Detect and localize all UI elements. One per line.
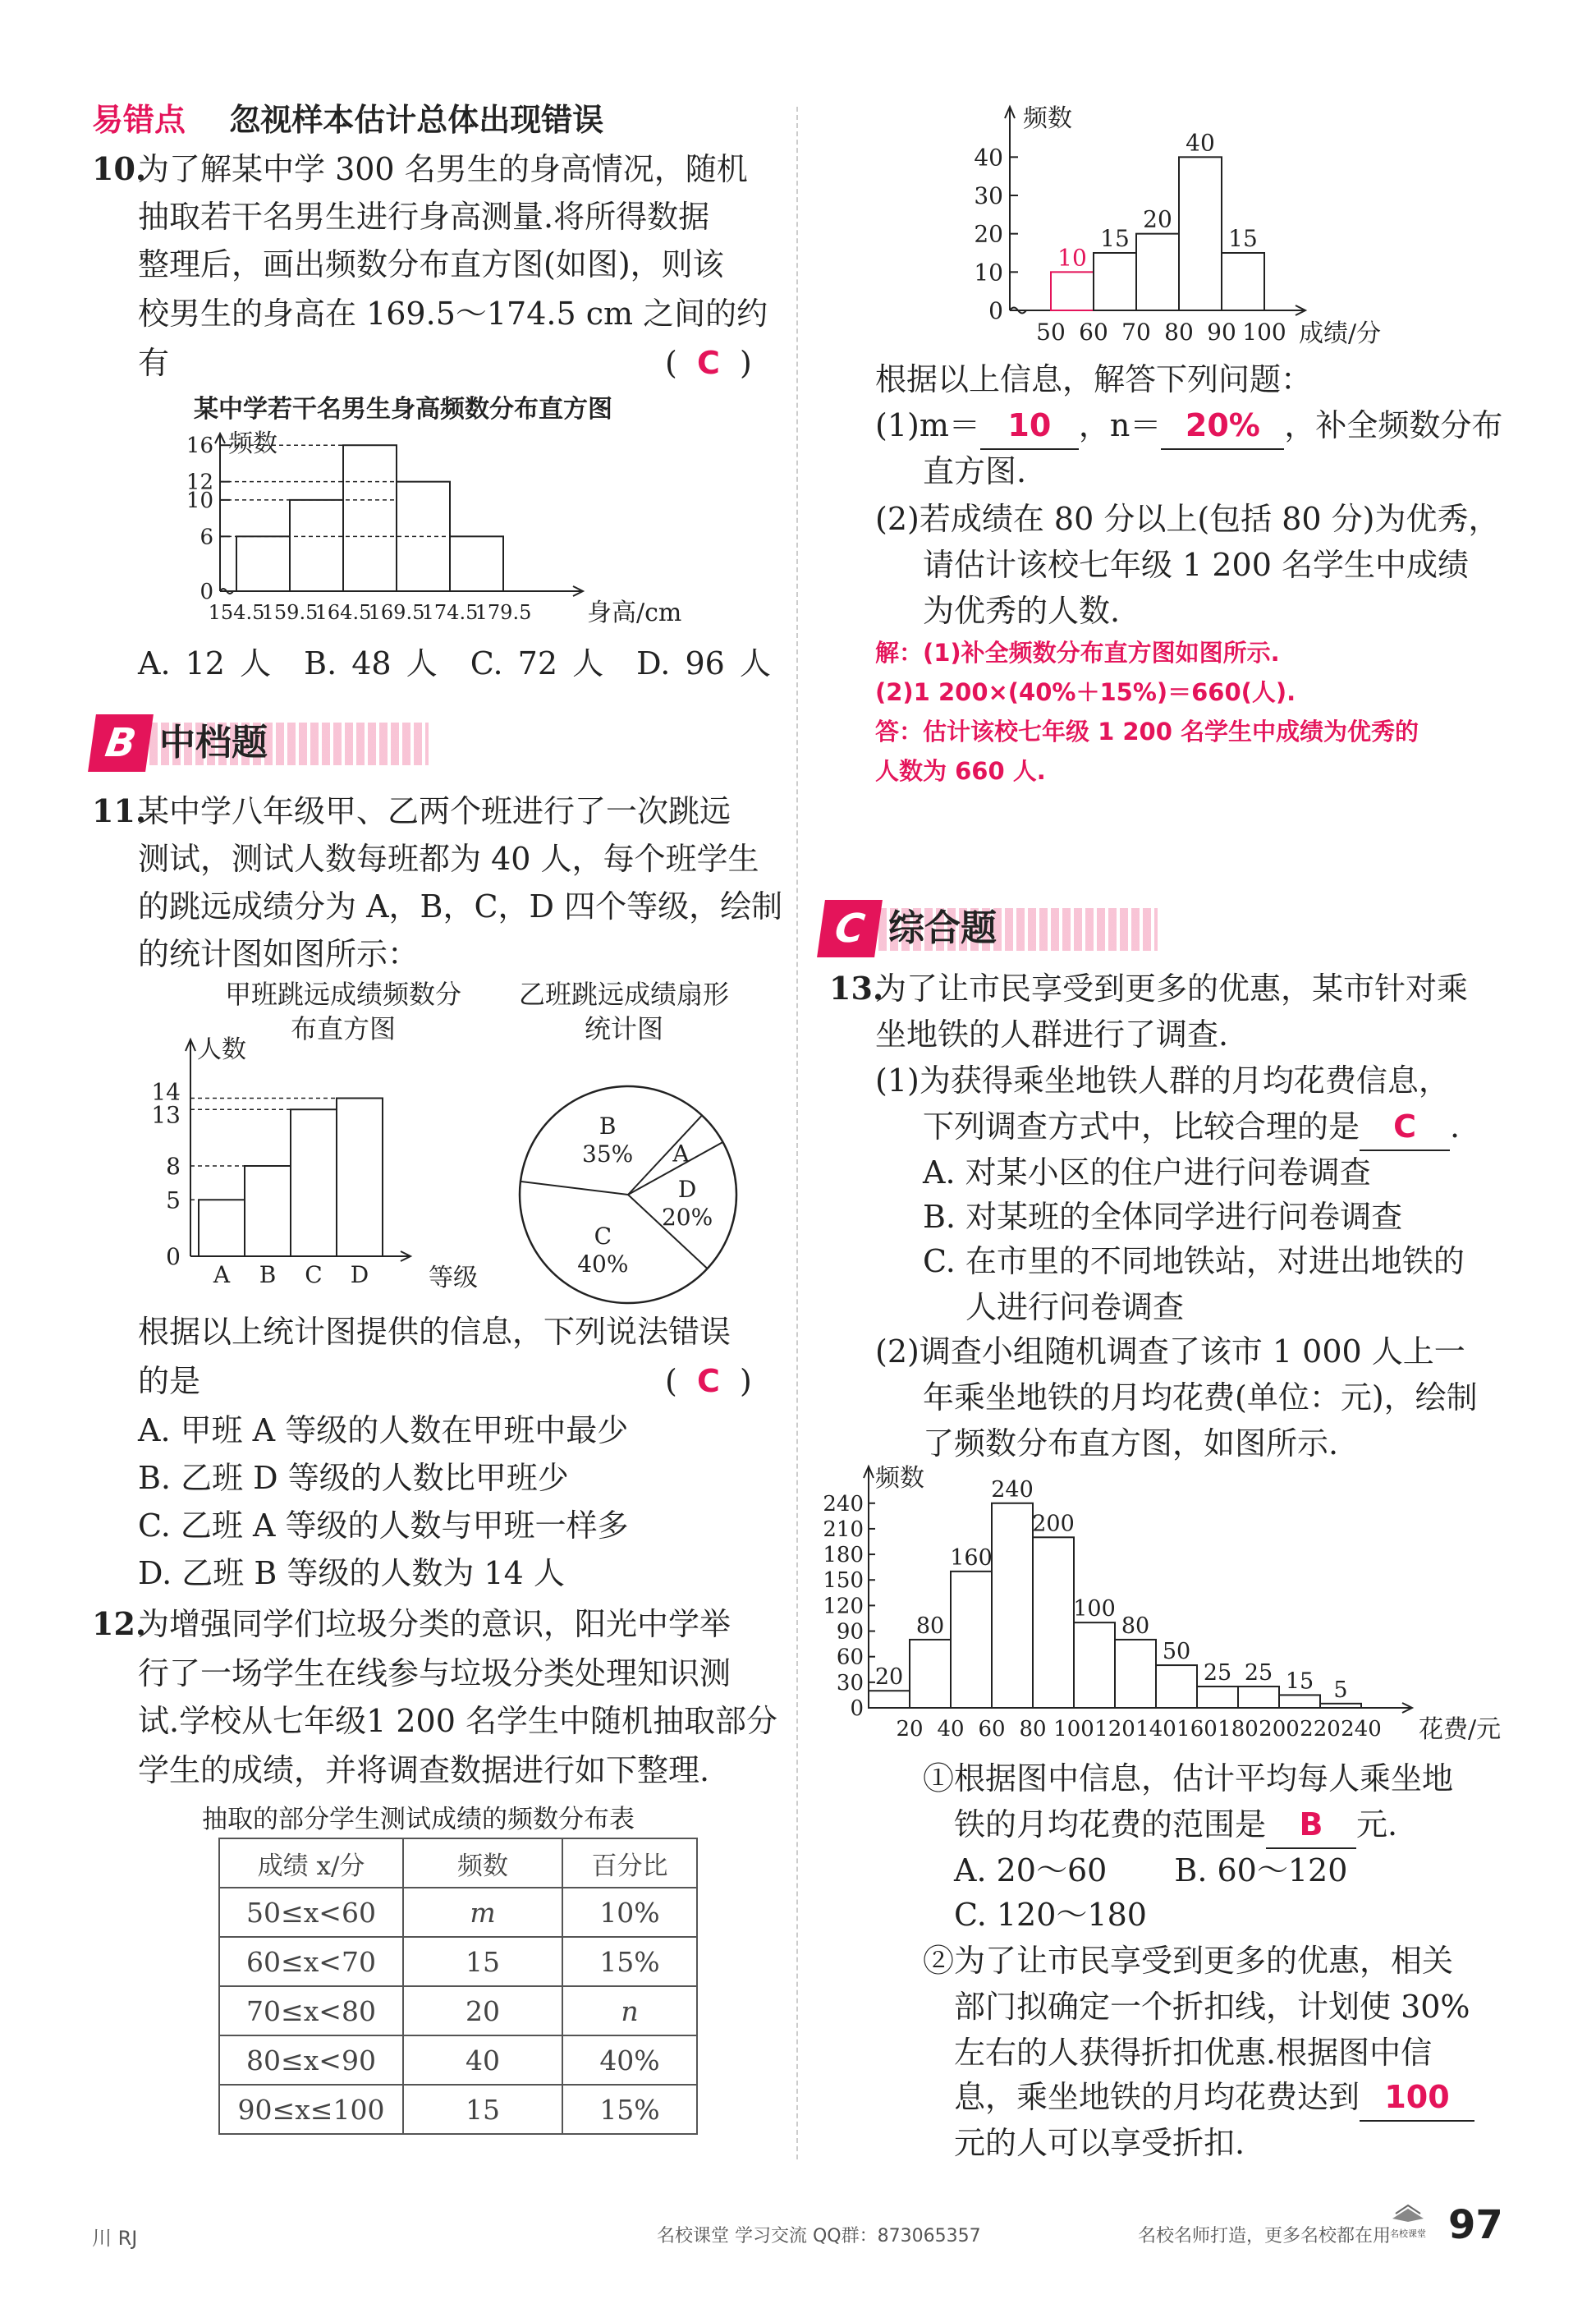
table-cell: 15%	[562, 1937, 697, 1986]
q10-option-a: A. 12 人	[138, 645, 272, 681]
q12-solution-line: 解：(1)补全频数分布直方图如图所示.	[875, 639, 1280, 667]
pie-slice-percent: 35%	[582, 1140, 634, 1168]
table-cell: 40%	[562, 2035, 697, 2085]
bar-label: 50	[1162, 1639, 1191, 1665]
q13-sub2-text: 息，乘坐地铁的月均花费达到	[954, 2079, 1360, 2115]
q10-options	[138, 640, 771, 686]
chart-title: 某中学若干名男生身高频数分布直方图	[194, 395, 612, 424]
height-histogram	[123, 386, 714, 649]
q10-answer-bracket: ( C )	[665, 345, 752, 381]
y-axis-label: 频数	[228, 429, 277, 458]
table-cell: 70≤x<80	[219, 1986, 403, 2035]
q13-part1-line: (1)为获得乘坐地铁人群的月均花费信息，	[875, 1062, 1450, 1099]
bar	[1074, 1622, 1115, 1708]
x-tick-label: C	[305, 1261, 323, 1288]
y-tick-label: 240	[823, 1491, 864, 1517]
y-tick-label: 40	[974, 144, 1003, 172]
x-tick-label: 164.5	[314, 601, 372, 624]
table-cell: 80≤x<90	[219, 2035, 403, 2085]
x-tick-label: 70	[1121, 319, 1151, 346]
q12-table-title: 抽取的部分学生测试成绩的频数分布表	[202, 1805, 635, 1834]
x-tick-label: 100	[1242, 319, 1286, 346]
bar	[1115, 1640, 1156, 1708]
class-a-chart-title-text: 甲班跳远成绩频数分布直方图	[224, 979, 461, 1044]
y-tick-label: 8	[166, 1153, 181, 1180]
bar	[1051, 272, 1094, 310]
y-tick-label: 12	[186, 470, 213, 495]
y-tick-label: 0	[200, 580, 213, 604]
q11-option-b: B. 乙班 D 等级的人数比甲班少	[138, 1460, 569, 1496]
x-tick-label: 60	[978, 1717, 1006, 1742]
bar-label: 100	[1073, 1596, 1116, 1622]
q12-intro: 根据以上信息，解答下列问题：	[875, 361, 1313, 397]
q13-part2-line: 了频数分布直方图，如图所示.	[923, 1425, 1339, 1462]
table-header-row	[219, 1838, 697, 1888]
q13-part2-line: (2)调查小组随机调查了该市 1 000 人上一	[875, 1333, 1465, 1370]
bar-label: 25	[1203, 1660, 1232, 1686]
q12-m-answer: 10	[1007, 407, 1052, 443]
q10-line: 为了解某中学 300 名男生的身高情况，随机	[138, 151, 748, 187]
q13-part1-option: B. 对某班的全体同学进行问卷调查	[923, 1199, 1403, 1235]
pie-slice-boundary	[521, 1182, 628, 1195]
footer-right: 名校名师打造，更多名校都在用	[1138, 2226, 1392, 2246]
class-b-pie	[509, 1076, 747, 1314]
q12-solution-line: (2)1 200×(40%＋15%)＝660(人).	[875, 678, 1296, 706]
x-tick-label: 179.5	[475, 601, 532, 624]
section-c-letter: C	[817, 900, 883, 957]
x-tick-label: 20	[896, 1717, 924, 1742]
q12-line: 行了一场学生在线参与垃圾分类处理知识测	[138, 1655, 732, 1691]
book-icon	[1389, 2200, 1427, 2223]
q13-part1-line: 下列调查方式中，比较合理的是 C .	[923, 1104, 1460, 1151]
section-c-banner	[821, 900, 1174, 962]
bar	[450, 536, 503, 591]
q11-line: 的统计图如图所示：	[138, 936, 420, 972]
bar	[291, 1109, 337, 1256]
q13-sub2-line: 左右的人获得折扣优惠.根据图中信	[954, 2035, 1433, 2071]
y-tick-label: 30	[974, 182, 1003, 209]
q13-sub2-line	[954, 2074, 1474, 2122]
q10-option-b: B. 48 人	[304, 645, 438, 681]
bar	[910, 1640, 951, 1708]
y-tick-label: 0	[850, 1696, 864, 1721]
q13-sub2-line: ②为了让市民享受到更多的优惠，相关	[923, 1943, 1454, 1979]
bar-label: 20	[874, 1664, 904, 1691]
bar	[236, 536, 290, 591]
pie-slice-percent: 40%	[577, 1250, 629, 1278]
q12-line: 学生的成绩，并将调查数据进行如下整理.	[138, 1752, 710, 1788]
q11-line: 根据以上统计图提供的信息，下列说法错误	[138, 1314, 732, 1350]
table-header-cell: 百分比	[562, 1838, 697, 1888]
table-cell: n	[562, 1986, 697, 2035]
pie-slice-label: D	[677, 1175, 697, 1203]
bar-label: 240	[991, 1476, 1034, 1503]
class-b-chart-title-text: 乙班跳远成绩扇形统计图	[518, 979, 729, 1044]
q13-sub1-answer: B	[1299, 1806, 1323, 1842]
table-cell: 40	[403, 2035, 562, 2085]
table-header-cell: 频数	[403, 1838, 562, 1888]
y-tick-label: 30	[836, 1670, 864, 1696]
y-tick-label: 10	[974, 259, 1003, 287]
section-b-banner	[92, 714, 445, 777]
q13-part1-answer: C	[1393, 1108, 1416, 1145]
q10-number: 10.	[92, 150, 147, 187]
q12-solution-line: 答：估计该校七年级 1 200 名学生中成绩为优秀的	[875, 718, 1419, 746]
table-row	[219, 2035, 697, 2085]
frequency-table	[218, 1838, 698, 2135]
footer-left: 川 RJ	[92, 2227, 138, 2250]
table-cell: 20	[403, 1986, 562, 2035]
bar-label: 80	[915, 1613, 945, 1639]
table-cell: 10%	[562, 1888, 697, 1937]
x-tick-label: 140	[1135, 1717, 1176, 1742]
x-tick-label: D	[350, 1261, 369, 1288]
bar	[1156, 1665, 1197, 1708]
error-prone-tag: 易错点	[92, 102, 186, 138]
bar	[199, 1200, 245, 1256]
table-row	[219, 1888, 697, 1937]
y-tick-label: 13	[151, 1101, 181, 1129]
table-cell: 90≤x≤100	[219, 2085, 403, 2134]
x-tick-label: 80	[1019, 1717, 1047, 1742]
q13-sub1-option-b: B. 60～120	[1174, 1852, 1348, 1888]
pie-slice-percent: 20%	[661, 1203, 713, 1231]
q13-part1-option: C. 在市里的不同地铁站，对进出地铁的	[923, 1243, 1465, 1279]
q13-sub2-end: 元的人可以享受折扣.	[954, 2125, 1245, 2161]
footer-center: 名校课堂 学习交流 QQ群：873065357	[657, 2226, 981, 2246]
q12-part1-mid: ，n＝	[1078, 407, 1162, 443]
bar	[245, 1166, 291, 1256]
error-prone-title: 忽视样本估计总体出现错误	[229, 102, 604, 138]
q12-part1	[875, 402, 1502, 450]
x-tick-label: 160	[1176, 1717, 1218, 1742]
y-tick-label: 14	[151, 1078, 181, 1106]
q13-sub2-line: 部门拟确定一个折扣线，计划使 30%	[954, 1989, 1470, 2025]
q10-option-d: D. 96 人	[636, 645, 771, 681]
table-header-cell: 成绩 x/分	[219, 1838, 403, 1888]
q12-solution-line: 人数为 660 人.	[875, 757, 1046, 785]
score-histogram	[961, 97, 1420, 360]
q12-part1-suffix: ，补全频数分布	[1284, 407, 1503, 443]
q11-line: 某中学八年级甲、乙两个班进行了一次跳远	[138, 793, 732, 829]
q12-n-answer: 20%	[1185, 407, 1260, 443]
x-tick-label: 100	[1053, 1717, 1094, 1742]
bar	[290, 500, 343, 591]
y-axis-label: 频数	[1023, 104, 1072, 133]
q10-answer: C	[696, 345, 720, 381]
bar	[1222, 253, 1264, 310]
q12-part2-line: (2)若成绩在 80 分以上(包括 80 分)为优秀，	[875, 501, 1500, 537]
y-axis-label: 人数	[197, 1035, 246, 1064]
q13-sub1-options	[954, 1847, 1347, 1893]
y-tick-label: 210	[823, 1517, 864, 1542]
bar-label: 15	[1228, 225, 1258, 252]
table-cell: m	[403, 1888, 562, 1937]
x-tick-label: B	[259, 1261, 277, 1288]
x-axis-label: 等级	[429, 1264, 478, 1292]
pie-slice-label: B	[598, 1112, 617, 1140]
y-tick-label: 20	[974, 220, 1003, 248]
bar	[1238, 1686, 1279, 1708]
y-tick-label: 180	[823, 1543, 864, 1568]
bar	[1320, 1704, 1361, 1708]
y-tick-label: 16	[186, 434, 213, 459]
q12-part1-prefix: (1)m＝	[875, 407, 980, 443]
q13-sub1-unit: 元.	[1356, 1806, 1398, 1842]
y-tick-label: 6	[200, 525, 213, 550]
x-tick-label: 200	[1259, 1717, 1300, 1742]
q13-sub1-option-a: A. 20～60	[954, 1852, 1108, 1888]
y-tick-label: 5	[166, 1186, 181, 1214]
bar	[1179, 157, 1222, 310]
x-axis-label: 成绩/分	[1299, 319, 1382, 348]
q13-part1-option: A. 对某小区的住户进行问卷调查	[923, 1154, 1371, 1191]
q10-line: 校男生的身高在 169.5～174.5 cm 之间的约	[138, 296, 768, 332]
pie-slice-label: A	[672, 1140, 690, 1168]
bar-label: 10	[1057, 244, 1087, 272]
footer-logo-text: 名校课堂	[1390, 2228, 1426, 2239]
page-number: 97	[1448, 2202, 1503, 2248]
q11-option-c: C. 乙班 A 等级的人数与甲班一样多	[138, 1507, 629, 1544]
q11-answer-bracket: ( C )	[665, 1363, 752, 1399]
q13-line: 为了让市民享受到更多的优惠，某市针对乘	[875, 971, 1469, 1007]
q13-sub1-line: ①根据图中信息，估计平均每人乘坐地	[923, 1760, 1454, 1797]
y-tick-label: 150	[823, 1568, 864, 1594]
bar	[1033, 1537, 1074, 1708]
x-tick-label: 120	[1094, 1717, 1135, 1742]
class-a-histogram	[131, 1035, 509, 1314]
y-tick-label: 0	[166, 1243, 181, 1270]
y-tick-label: 10	[186, 488, 213, 513]
q13-sub1-line	[954, 1801, 1397, 1849]
section-c-title: 综合题	[888, 907, 997, 949]
x-tick-label: A	[213, 1261, 231, 1288]
bar	[1279, 1695, 1320, 1708]
q12-part2-line: 请估计该校七年级 1 200 名学生中成绩	[923, 547, 1469, 583]
q10-line: 有	[138, 345, 170, 381]
q13-sub1-option-c: C. 120～180	[954, 1897, 1147, 1933]
footer-logo	[1387, 2200, 1429, 2242]
table-cell: 15	[403, 2085, 562, 2134]
q13-part2-line: 年乘坐地铁的月均花费(单位：元)，绘制	[923, 1379, 1478, 1416]
x-tick-label: 174.5	[421, 601, 479, 624]
table-row	[219, 1986, 697, 2035]
q11-answer: C	[696, 1363, 720, 1399]
x-tick-label: 60	[1079, 319, 1108, 346]
bar-label: 80	[1121, 1613, 1150, 1639]
column-divider	[796, 107, 798, 2159]
bar	[1136, 234, 1179, 310]
x-tick-label: 40	[937, 1717, 965, 1742]
error-prone-heading	[92, 97, 603, 143]
q11-line: 的跳远成绩分为 A，B，C，D 四个等级，绘制	[138, 888, 783, 925]
bar-label: 160	[950, 1544, 993, 1571]
bar-label: 200	[1032, 1511, 1075, 1537]
section-b-title: 中档题	[159, 722, 268, 764]
q11-number: 11.	[92, 792, 147, 829]
q12-line: 试.学校从七年级1 200 名学生中随机抽取部分	[138, 1703, 777, 1739]
bar-label: 40	[1186, 129, 1215, 157]
bar	[343, 445, 397, 591]
bar	[951, 1572, 992, 1708]
bar-label: 15	[1285, 1668, 1314, 1695]
q12-part2-line: 为优秀的人数.	[923, 593, 1121, 629]
y-tick-label: 90	[836, 1619, 864, 1645]
q13-number: 13.	[829, 970, 884, 1007]
bar	[1094, 253, 1136, 310]
table-cell: 60≤x<70	[219, 1937, 403, 1986]
q10-line: 抽取若干名男生进行身高测量.将所得数据	[138, 199, 710, 235]
x-tick-label: 154.5	[208, 601, 265, 624]
x-axis-label: 身高/cm	[587, 599, 682, 627]
q13-part1-text: 下列调查方式中，比较合理的是	[923, 1108, 1360, 1145]
metro-histogram	[821, 1462, 1527, 1749]
table-cell: 15	[403, 1937, 562, 1986]
x-tick-label: 90	[1207, 319, 1236, 346]
x-axis-label: 花费/元	[1419, 1715, 1502, 1744]
x-tick-label: 240	[1341, 1717, 1382, 1742]
bar	[992, 1503, 1033, 1708]
x-tick-label: 80	[1164, 319, 1194, 346]
bar-label: 25	[1244, 1660, 1273, 1686]
table-cell: 50≤x<60	[219, 1888, 403, 1937]
bar-label: 5	[1333, 1677, 1348, 1703]
x-tick-label: 180	[1218, 1717, 1259, 1742]
bar	[1197, 1686, 1238, 1708]
table-row	[219, 1937, 697, 1986]
y-tick-label: 60	[836, 1645, 864, 1670]
q13-part1-option: 人进行问卷调查	[965, 1289, 1185, 1325]
bar-label: 20	[1143, 205, 1172, 233]
q11-option-a: A. 甲班 A 等级的人数在甲班中最少	[138, 1412, 629, 1448]
class-b-chart-title	[509, 977, 739, 1046]
section-b-letter: B	[88, 714, 154, 772]
q12-line: 为增强同学们垃圾分类的意识，阳光中学举	[138, 1606, 732, 1642]
q12-part1-line2: 直方图.	[923, 453, 1027, 489]
q13-sub1-text: 铁的月均花费的范围是	[954, 1806, 1267, 1842]
table-row	[219, 2085, 697, 2134]
y-tick-label: 0	[988, 297, 1003, 324]
q12-number: 12.	[92, 1605, 147, 1642]
q11-option-d: D. 乙班 B 等级的人数为 14 人	[138, 1555, 565, 1591]
bar	[337, 1099, 383, 1257]
q13-sub2-answer: 100	[1384, 2079, 1450, 2115]
q11-line: 测试，测试人数每班都为 40 人，每个班学生	[138, 841, 759, 877]
bar-label: 15	[1100, 225, 1130, 252]
x-tick-label: 159.5	[261, 601, 319, 624]
q10-option-c: C. 72 人	[470, 645, 604, 681]
x-tick-label: 50	[1036, 319, 1066, 346]
q11-line: 的是	[138, 1363, 201, 1399]
q13-line: 坐地铁的人群进行了调查.	[875, 1016, 1229, 1053]
table-cell: 15%	[562, 2085, 697, 2134]
pie-slice-label: C	[594, 1222, 612, 1250]
q10-line: 整理后，画出频数分布直方图(如图)，则该	[138, 246, 724, 282]
bar	[869, 1691, 910, 1708]
y-axis-label: 频数	[875, 1464, 924, 1493]
x-tick-label: 220	[1300, 1717, 1341, 1742]
y-tick-label: 120	[823, 1594, 864, 1619]
x-tick-label: 169.5	[368, 601, 425, 624]
